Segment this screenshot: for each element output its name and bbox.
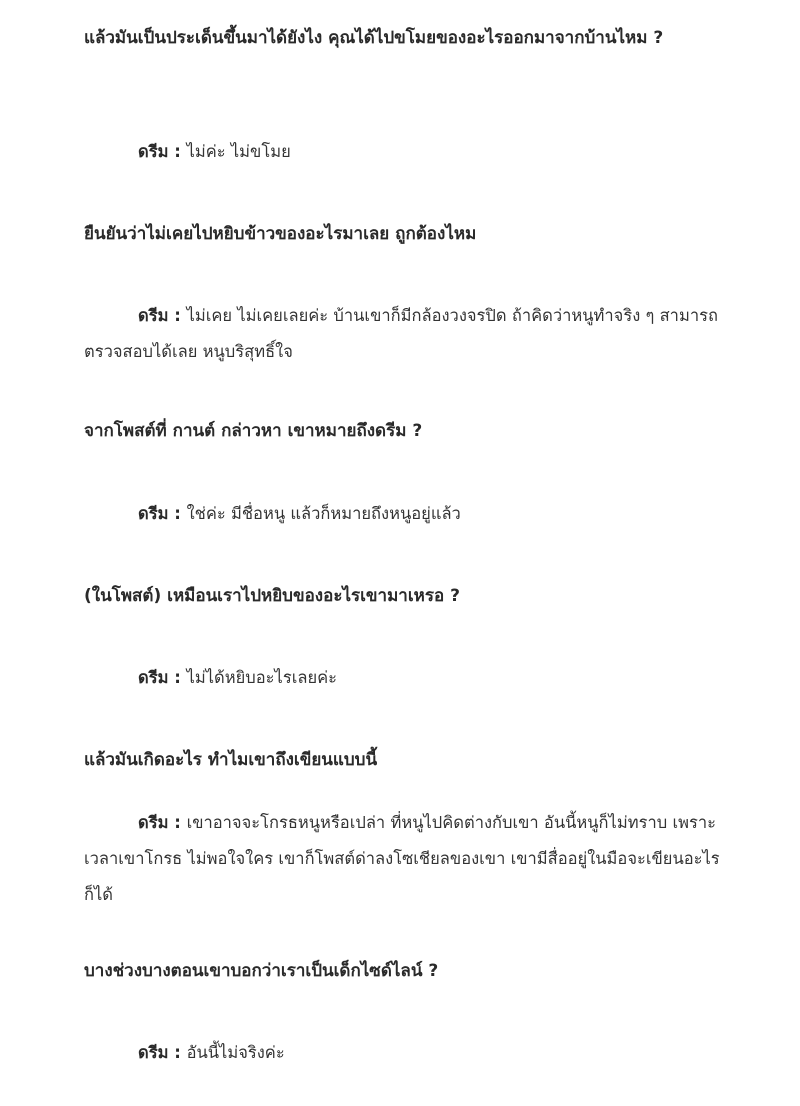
speaker-separator: : bbox=[168, 504, 187, 523]
question-6: บางช่วงบางตอนเขาบอกว่าเราเป็นเด็กไซด์ไลน์ ? bbox=[84, 961, 439, 981]
answer-1 bbox=[84, 134, 724, 170]
question-3: จากโพสต์ที่ กานต์ กล่าวหา เขาหมายถึงดรีม ? bbox=[84, 421, 423, 441]
speaker-name: ดรีม bbox=[138, 306, 169, 325]
answer-text: ไม่ค่ะ ไม่ขโมย bbox=[186, 142, 291, 161]
speaker-separator: : bbox=[168, 142, 187, 161]
answer-4 bbox=[84, 660, 724, 696]
answer-text: ไม่เคย ไม่เคยเลยค่ะ บ้านเขาก็มีกล้องวงจรปิด ถ้าคิดว่าหนูทำจริง ๆ สามารถตรวจสอบได้เลย หนูบริสุทธิ์ใจ bbox=[84, 306, 718, 361]
question-1: แล้วมันเป็นประเด็นขึ้นมาได้ยังไง คุณได้ไปขโมยของอะไรออกมาจากบ้านไหม ? bbox=[84, 28, 664, 48]
question-2: ยืนยันว่าไม่เคยไปหยิบข้าวของอะไรมาเลย ถูกต้องไหม bbox=[84, 224, 477, 244]
answer-2 bbox=[84, 298, 724, 370]
answer-text: อันนี้ไม่จริงค่ะ bbox=[186, 1043, 285, 1062]
answer-6 bbox=[84, 1035, 724, 1071]
question-5: แล้วมันเกิดอะไร ทำไมเขาถึงเขียนแบบนี้ bbox=[84, 750, 378, 770]
speaker-name: ดรีม bbox=[138, 668, 169, 687]
answer-3 bbox=[84, 496, 724, 532]
speaker-separator: : bbox=[168, 1043, 187, 1062]
speaker-name: ดรีม bbox=[138, 1043, 169, 1062]
answer-text: เขาอาจจะโกรธหนูหรือเปล่า ที่หนูไปคิดต่างกับเขา อันนี้หนูก็ไม่ทราบ เพราะเวลาเขาโกรธ ไม่พอใจใคร เขาก็โพสต์ด่าลงโซเชียลของเขา เขามีสื่ออยู่ในมือจะเขียนอะไรก็ได้ bbox=[84, 813, 720, 904]
speaker-name: ดรีม bbox=[138, 813, 169, 832]
speaker-separator: : bbox=[168, 306, 187, 325]
question-4: (ในโพสต์) เหมือนเราไปหยิบของอะไรเขามาเหรอ ? bbox=[84, 586, 460, 606]
speaker-name: ดรีม bbox=[138, 504, 169, 523]
answer-text: ใช่ค่ะ มีชื่อหนู แล้วก็หมายถึงหนูอยู่แล้ว bbox=[186, 504, 461, 523]
speaker-name: ดรีม bbox=[138, 142, 169, 161]
answer-text: ไม่ได้หยิบอะไรเลยค่ะ bbox=[186, 668, 338, 687]
answer-5 bbox=[84, 805, 724, 913]
speaker-separator: : bbox=[168, 668, 187, 687]
speaker-separator: : bbox=[168, 813, 187, 832]
